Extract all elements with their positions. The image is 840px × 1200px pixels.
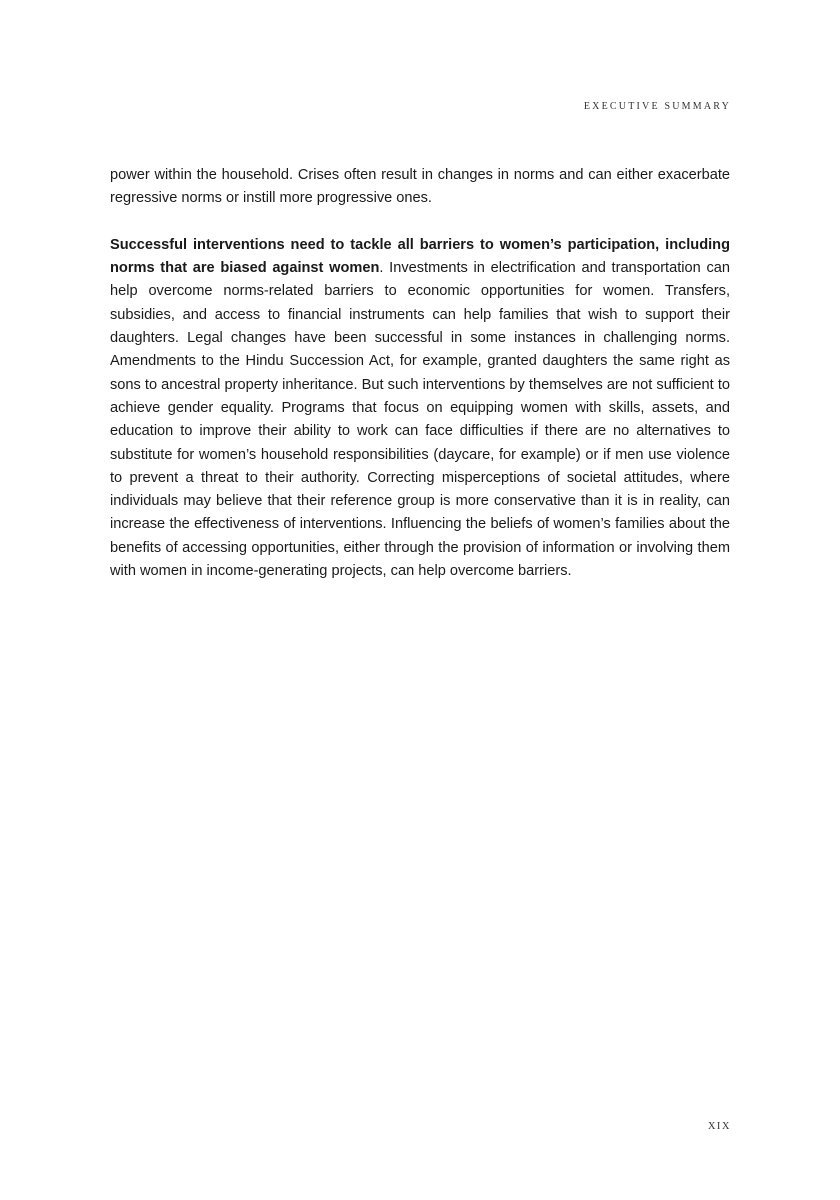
- running-header: EXECUTIVE SUMMARY: [583, 101, 731, 112]
- paragraph-2-lead: Successful interventions need to tackle all barriers to women’s participation, including norms that are biased against women: [110, 236, 730, 277]
- paragraph-2-text: . Investments in electrification and transportation can help overcome norms-related barriers to economic opportunities for women. Transfers, subsidies, and access to financial instruments can help families that wish to support their daughters. Legal changes have been successful in some instances in challenging norms. Amendments to the Hindu Succession Act, for example, granted daughters the same right as sons to ancestral property inheritance. But such interventions by themselves are not sufficient to achieve gender equality. Programs that focus on equipping women with skills, assets, and education to improve their ability to work can face difficulties if there are no alternatives to substitute for women’s household responsibilities (daycare, for example) or if men use violence to prevent a threat to their authority. Correcting misperceptions of societal attitudes, where individuals may believe that their reference group is more conservative than it is in reality, can increase the effectiveness of interventions. Influencing the beliefs of women’s families about the benefits of accessing opportunities, either through the provision of information or involving them with women in income-generating projects, can help overcome barriers.: [110, 260, 730, 580]
- paragraph-1: power within the household. Crises often result in changes in norms and can either exacerbate regressive norms or instill more progressive ones.: [110, 167, 730, 207]
- page-number: XIX: [707, 1121, 731, 1132]
- body-text: [110, 164, 730, 583]
- paragraph-2: [110, 234, 730, 583]
